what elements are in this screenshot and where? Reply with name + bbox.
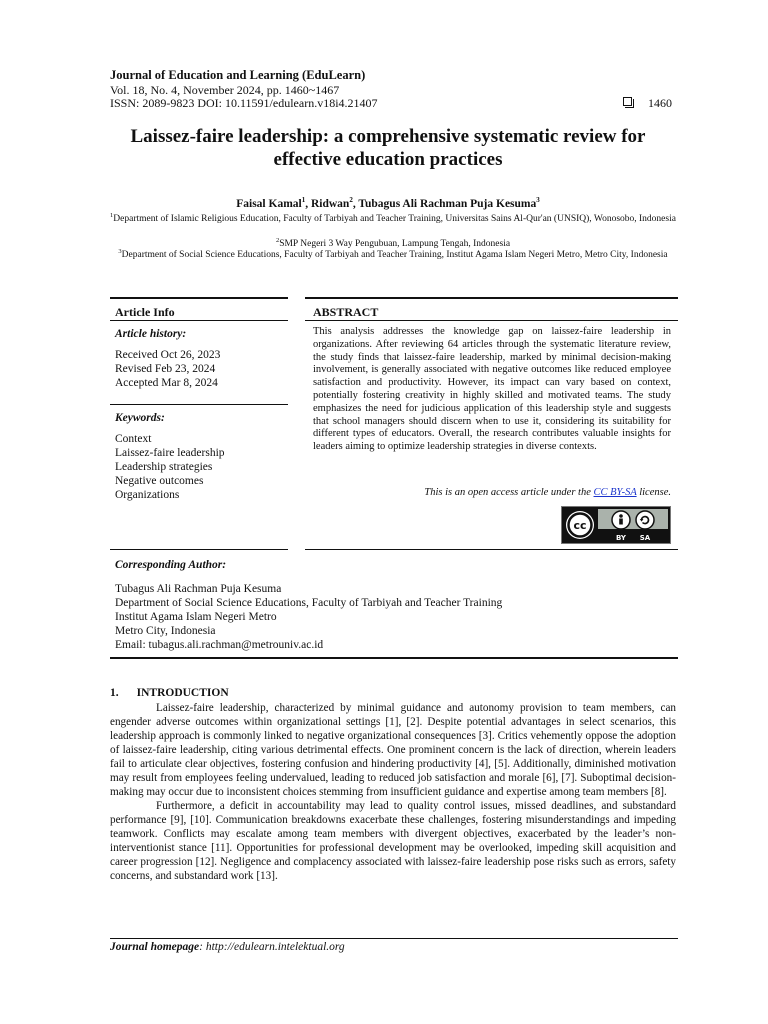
sa-label: SA — [639, 534, 651, 542]
license-link[interactable]: CC BY-SA — [593, 487, 637, 498]
journal-issn-doi: ISSN: 2089-9823 DOI: 10.11591/edulearn.v18i4.21407 — [110, 96, 378, 110]
abstract-divider — [305, 320, 678, 321]
keyword: Laissez-faire leadership — [115, 447, 225, 459]
info-top-rule — [110, 297, 288, 299]
article-history-label: Article history: — [115, 328, 187, 340]
paper-title: Laissez-faire leadership: a comprehensive systematic review for effective education practices — [130, 126, 646, 170]
keyword: Context — [115, 433, 152, 445]
paragraph: Laissez-faire leadership, characterized by minimal guidance and autonomy provision to team members, can engender adverse outcomes within organizational settings [1], [2]. Despite potential advantages in select scenarios, this leadership approach is commonly linked to negative organizational consequences [3]. Critics vehemently oppose the adoption of laissez-faire leadership, citing various detrimental effects. One prominent concern is the lack of direction, wherein leaders fail to articulate clear objectives, fostering confusion and hindering productivity [4], [5]. Additionally, diminished motivation may result from employees feeling undervalued, leading to reduced job satisfaction and morale [6], [7]. Suboptimal decision-making may occur due to inconsistent choices stemming from insufficient guidance and expertise among team members [8]. — [110, 702, 676, 798]
corresponding-name: Tubagus Ali Rachman Puja Kesuma — [115, 583, 282, 595]
article-info-heading: Article Info — [115, 305, 175, 319]
section-heading-introduction: 1. INTRODUCTION — [110, 687, 229, 699]
paragraph: Furthermore, a deficit in accountability may lead to quality control issues, missed deadlines, and substandard performance [9], [10]. Communication breakdowns exacerbate these challenges, fostering misunderstandings and impeding teamwork. Conflicts may escalate among team members with divergent objectives, exacerbated by the leader’s non-interventionist stance [11]. Opportunities for professional development may be overlooked, impeding skill acquisition and career progression [12]. Negligence and complacency associated with laissez-faire leadership pose risks such as errors, safety concerns, and substandard work [13]. — [110, 800, 676, 882]
corresponding-author — [115, 582, 502, 652]
footer-rule — [110, 938, 678, 939]
affiliation: $^3$Department of Social Science Educations, Faculty of Tarbiyah and Teacher Training, Institut Agama Islam Negeri Metro, Metro City, Indonesia — [118, 248, 668, 261]
corresponding-email[interactable]: Email: tubagus.ali.rachman@metrouniv.ac.id — [115, 639, 324, 651]
corresponding-city: Metro City, Indonesia — [115, 625, 216, 637]
author: Faisal Kamal$^1$, — [236, 196, 311, 210]
corresponding-institution: Institut Agama Islam Negeri Metro — [115, 611, 277, 623]
accepted-date: Accepted Mar 8, 2024 — [115, 377, 218, 389]
corresponding-department: Department of Social Science Educations, Faculty of Tarbiyah and Teacher Training — [115, 597, 503, 609]
abstract-bottom-rule — [305, 549, 678, 550]
cc-by-sa-badge[interactable] — [561, 506, 671, 544]
received-date: Received Oct 26, 2023 — [115, 349, 221, 361]
author: Ridwan$^2$, — [310, 196, 359, 210]
open-access-note: This is an open access article under the CC BY-SA license. — [424, 487, 671, 498]
page-number: 1460 — [648, 96, 672, 110]
abstract-heading: ABSTRACT — [313, 305, 379, 319]
info-divider — [110, 320, 288, 321]
cc-logo-text: cc — [573, 519, 587, 532]
sa-share-icon — [636, 511, 654, 529]
journal-volume: Vol. 18, No. 4, November 2024, pp. 1460~1467 — [110, 83, 340, 97]
keywords-label: Keywords: — [115, 412, 165, 424]
keyword: Organizations — [115, 489, 180, 501]
revised-date: Revised Feb 23, 2024 — [115, 363, 216, 375]
info-bottom-rule — [110, 549, 288, 550]
author: Tubagus Ali Rachman Puja Kesuma$^3$ — [358, 196, 540, 210]
abstract-top-rule — [305, 297, 678, 299]
article-history — [115, 348, 220, 390]
homepage-link[interactable]: http://edulearn.intelektual.org — [205, 941, 345, 953]
corresponding-bottom-rule — [110, 657, 678, 659]
author-list — [100, 196, 676, 210]
keywords-list — [115, 432, 225, 502]
by-label: BY — [615, 534, 627, 542]
keyword: Leadership strategies — [115, 461, 213, 473]
corresponding-author-label: Corresponding Author: — [115, 559, 227, 571]
journal-homepage: Journal homepage: http://edulearn.intelektual.org — [110, 941, 345, 953]
abstract-text: This analysis addresses the knowledge gap on laissez-faire leadership in organizations. After reviewing 64 articles through the systematic literature review, the study finds that laissez-faire leadership, marked by minimal decision-making involvement, is generally associated with negative outcomes like reduced employee satisfaction and productivity. However, its impact can vary based on context, potentially fostering creativity in highly skilled and motivated teams. The study emphasizes the need for judicious application of this leadership style and suggests that school managers should discern when to use it, considering its suitability for different types of educators. Overall, the research contributes valuable insights for leaders aiming to optimize leadership strategies in diverse contexts. — [313, 326, 671, 453]
page-box-icon — [623, 97, 632, 106]
keyword: Negative outcomes — [115, 475, 204, 487]
keywords-divider — [110, 404, 288, 405]
affiliation: $^1$Department of Islamic Religious Education, Faculty of Tarbiyah and Teacher Training, Universitas Sains Al-Qur'an (UNSIQ), Wonosobo, Indonesia — [110, 212, 676, 225]
affiliation: $^2$SMP Negeri 3 Way Pengubuan, Lampung Tengah, Indonesia — [275, 237, 511, 250]
journal-name: Journal of Education and Learning (EduLearn) — [110, 68, 366, 82]
introduction-body — [110, 701, 676, 883]
